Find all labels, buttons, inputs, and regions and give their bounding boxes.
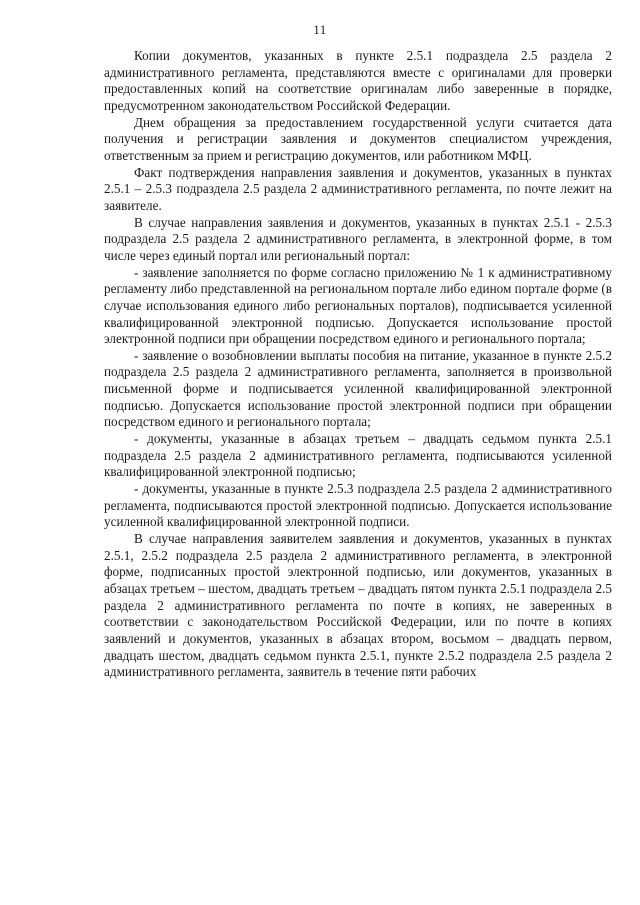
page-number: 11	[313, 22, 327, 37]
list-item-documents-simple-signature: - документы, указанные в пункте 2.5.3 подраздела 2.5 раздела 2 административного регламента, подписываются простой электронной подписью. Допускается использование усиленной квалифицированной электронной подписи.	[104, 481, 612, 530]
paragraph-mail-confirmation: Факт подтверждения направления заявления и документов, указанных в пунктах 2.5.1 – 2.5.3 подраздела 2.5 раздела 2 административного регламента, по почте лежит на заявителе.	[104, 164, 612, 213]
list-item-resumption-application: - заявление о возобновлении выплаты пособия на питание, указанное в пункте 2.5.2 подраздела 2.5 раздела 2 административного регламента, заполняется в произвольной письменной форме и подписывается усиленной квалифицированной электронной подписью. Допускается использование простой электронной подписи при обращении посредством единого и регионального портала;	[104, 347, 612, 430]
paragraph-electronic-submission: В случае направления заявления и документов, указанных в пунктах 2.5.1 - 2.5.3 подраздела 2.5 раздела 2 административного регламента, в электронной форме, в том числе через единый портал или региональный портал:	[104, 214, 612, 263]
paragraph-copies: Копии документов, указанных в пункте 2.5.1 подраздела 2.5 раздела 2 административного регламента, представляются вместе с оригиналами для проверки предоставленных копий на соответствие оригиналам либо заверенные в порядке, предусмотренном законодательством Российской Федерации.	[104, 48, 612, 113]
body-text	[104, 48, 612, 681]
list-item-documents-qualified-signature: - документы, указанные в абзацах третьем – двадцать седьмом пункта 2.5.1 подраздела 2.5 раздела 2 административного регламента, подписываются усиленной квалифицированной электронной подписью;	[104, 431, 612, 480]
list-item-application-form: - заявление заполняется по форме согласно приложению № 1 к административному регламенту либо представленной на региональном портале либо едином портале форме (в случае использования единого либо региональных порталов), подписывается усиленной квалифицированной электронной подписью. Допускается использование простой электронной подписи при обращении посредством единого и регионального портала;	[104, 264, 612, 347]
paragraph-application-date: Днем обращения за предоставлением государственной услуги считается дата получения и регистрации заявления и документов специалистом учреждения, ответственным за прием и регистрацию документов, или работником МФЦ.	[104, 114, 612, 163]
paragraph-simple-signature-case: В случае направления заявителем заявления и документов, указанных в пунктах 2.5.1, 2.5.2 подраздела 2.5 раздела 2 административного регламента, в электронной форме, подписанных простой электронной подписью, или документов, указанных в абзацах третьем – шестом, двадцать третьем – двадцать пятом пункта 2.5.1 подраздела 2.5 раздела 2 административного регламента по почте в копиях, не заверенных в соответствии с законодательством Российской Федерации, или по почте в копиях заявлений и документов, указанных в абзацах втором, восьмом – двадцать первом, двадцать шестом, двадцать седьмом пункта 2.5.1, пункте 2.5.2 подраздела 2.5 раздела 2 административного регламента, заявитель в течение пяти рабочих	[104, 531, 612, 680]
